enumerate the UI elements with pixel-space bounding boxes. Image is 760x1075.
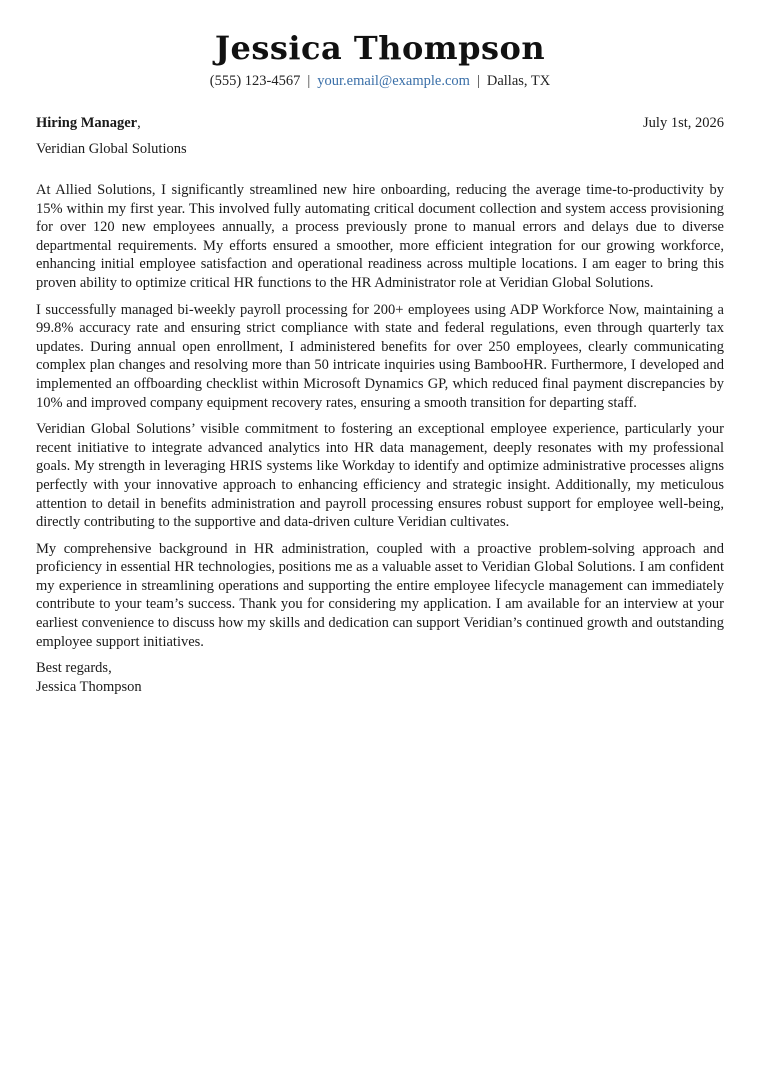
recipient-name: Hiring Manager (36, 115, 138, 131)
applicant-name: Jessica Thompson (214, 29, 546, 67)
phone-number: (555) 123-4567 (209, 73, 301, 89)
closing-signature: Jessica Thompson (36, 679, 142, 696)
location: Dallas, TX (486, 73, 551, 89)
contact-line (0, 73, 760, 90)
recipient-line (36, 115, 724, 132)
body-paragraph: I successfully managed bi-weekly payroll processing for 200+ employees using ADP Workforce Now, maintaining a 99.8% accuracy rate and ensuring strict compliance with state and federal regulations, even through quarterly tax updates. During annual open enrollment, I administered benefits for over 250 employees, clearly communicating complex plan changes and resolving more than 50 intricate inquiries using BambooHR. Furthermore, I developed and implemented an offboarding checklist within Microsoft Dynamics GP, which reduced final payment discrepancies by 10% and improved company equipment recovery rates, ensuring a smooth transition for departing staff. (36, 301, 724, 411)
body-paragraph: Veridian Global Solutions’ visible commitment to fostering an exceptional employee experience, particularly your recent initiative to integrate advanced analytics into HR data management, deeply resonates with my professional goals. My strength in leveraging HRIS systems like Workday to identify and optimize administrative processes aligns perfectly with your innovative approach to enhancing efficiency and strategic insight. Additionally, my meticulous attention to detail in benefits administration and payroll processing ensures robust support for employee well-being, directly contributing to the supportive and data-driven culture Veridian cultivates. (36, 421, 724, 531)
contact-separator: | (476, 73, 480, 89)
closing-salutation: Best regards, (36, 660, 112, 677)
recipient-name-suffix: , (137, 115, 141, 131)
email-link[interactable]: your.email@example.com (317, 73, 470, 89)
contact-separator: | (307, 73, 311, 89)
recipient-company: Veridian Global Solutions (36, 141, 187, 157)
letter-date: July 1st, 2026 (643, 115, 724, 131)
letter-body (36, 181, 724, 697)
body-paragraph: At Allied Solutions, I significantly streamlined new hire onboarding, reducing the average time-to-productivity by 15% within my first year. This involved fully automating critical document collection and system access provisioning for over 120 new employees annually, a process previously prone to manual errors and delays due to diverse departmental requirements. My efforts ensured a smoother, more efficient integration for our growing workforce, enhancing initial employee satisfaction and operational readiness across multiple locations. I am eager to bring this proven ability to optimize critical HR functions to the HR Administrator role at Veridian Global Solutions. (36, 182, 724, 291)
body-paragraph: My comprehensive background in HR administration, coupled with a proactive problem-solving approach and proficiency in essential HR technologies, positions me as a valuable asset to Veridian Global Solutions. I am confident my experience in streamlining operations and supporting the entire employee lifecycle management can immediately contribute to your team’s success. Thank you for considering my application. I am available for an interview at your earliest convenience to discuss how my skills and dedication can support Veridian’s continued growth and outstanding employee support initiatives. (36, 540, 724, 650)
closing-block (36, 659, 724, 697)
